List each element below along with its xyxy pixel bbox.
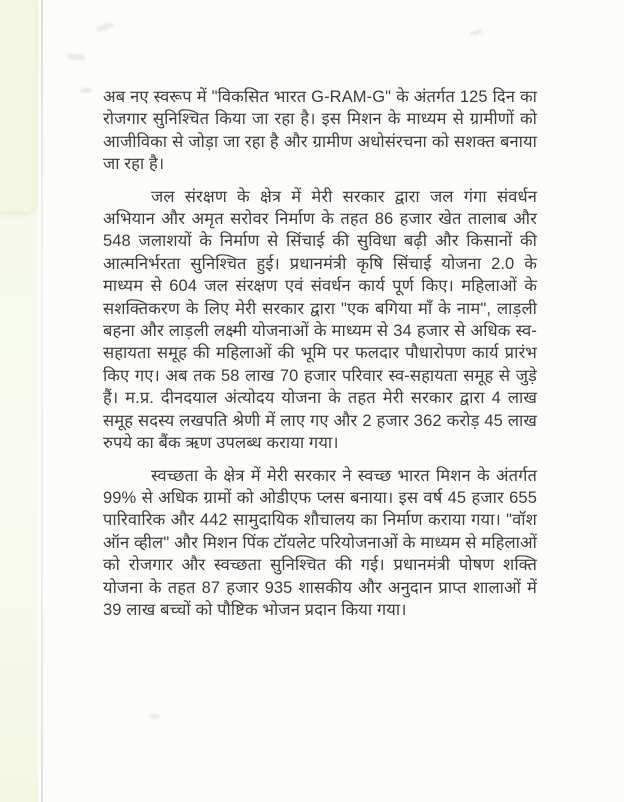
scan-smudge (80, 88, 92, 93)
scan-smudge (96, 21, 115, 32)
paragraph-rural-mission: अब नए स्वरूप में "विकसित भारत G-RAM-G" के अंतर्गत 125 दिन का रोजगार सुनिश्चित किया जा रहा है। इस मिशन के माध्यम से ग्रामीणों को आजीविका से जोड़ा जा रहा है और ग्रामीण अधोसंरचना को सशक्त बनाया जा रहा है। (103, 88, 537, 174)
page-edge-corner-patch (0, 0, 36, 212)
scan-fold-line (41, 0, 43, 802)
paragraph-sanitation-nutrition: स्वच्छता के क्षेत्र में मेरी सरकार ने स्वच्छ भारत मिशन के अंतर्गत 99% से अधिक ग्रामों को ओडीएफ प्लस बनाया। इस वर्ष 45 हजार 655 पारिवारिक और 442 सामुदायिक शौचालय का निर्माण कराया गया। "वॉश ऑन व्हील" और मिशन पिंक टॉयलेट परियोजनाओं के माध्यम से महिलाओं को रोजगार और स्वच्छता सुनिश्चित की गई। प्रधानमंत्री पोषण शक्ति योजना के तहत 87 हजार 935 शासकीय और अनुदान प्राप्त शालाओं में 39 लाख बच्चों को पौष्टिक भोजन प्रदान किया गया। (103, 466, 537, 619)
document-body (103, 86, 537, 631)
scan-smudge (470, 29, 483, 36)
paragraph-water-conservation-women-empowerment: जल संरक्षण के क्षेत्र में मेरी सरकार द्वारा जल गंगा संवर्धन अभियान और अमृत सरोवर निर्माण के तहत 86 हजार खेत तालाब और 548 जलाशयों के निर्माण से सिंचाई की सुविधा बढ़ी और किसानों की आत्मनिर्भरता सुनिश्चित हुई। प्रधानमंत्री कृषि सिंचाई योजना 2.0 के माध्यम से 604 जल संरक्षण एवं संवर्धन कार्य पूर्ण किए। महिलाओं के सशक्तिकरण के लिए मेरी सरकार द्वारा "एक बगिया माँ के नाम", लाड़ली बहना और लाड़ली लक्ष्मी योजनाओं के माध्यम से 34 हजार से अधिक स्व-सहायता समूह की महिलाओं की भूमि पर फलदार पौधारोपण कार्य प्रारंभ किए गए। अब तक 58 लाख 70 हजार परिवार स्व-सहायता समूह से जुड़े हैं। म.प्र. दीनदयाल अंत्योदय योजना के तहत मेरी सरकार द्वारा 4 लाख समूह सदस्य लखपति श्रेणी में लाए गए और 2 हजार 362 करोड़ 45 लाख रुपये का बैंक ऋण उपलब्ध कराया गया। (103, 187, 537, 453)
scan-smudge (66, 53, 87, 62)
scan-smudge (150, 714, 160, 719)
